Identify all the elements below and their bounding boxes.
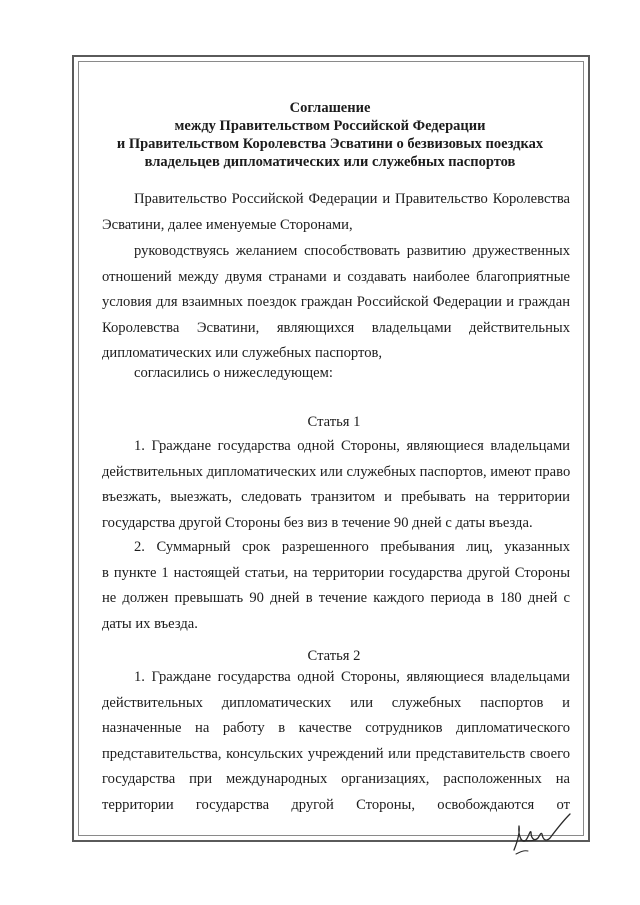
text-line: действительных дипломатических или служебных паспортов и xyxy=(102,694,570,711)
article-paragraph xyxy=(102,665,570,819)
text-line: не должен превышать 90 дней в течение каждого периода в 180 дней с xyxy=(102,590,570,607)
text-line: дипломатических или служебных паспортов, xyxy=(102,345,383,362)
article-heading: Статья 2 xyxy=(307,648,361,664)
text-line: территории государства другой Стороны, освобождаются от xyxy=(102,796,570,813)
text-line: условия для взаимных поездок граждан Российской Федерации и граждан xyxy=(102,294,570,311)
preamble-paragraph xyxy=(102,239,570,367)
title-line: владельцев дипломатических или служебных паспортов xyxy=(144,154,516,170)
text-line: назначенные на работу в качестве сотрудников дипломатического xyxy=(102,720,570,737)
document-title xyxy=(100,99,560,171)
text-line: действительных дипломатических или служебных паспортов, имеют право xyxy=(102,463,571,480)
preamble-paragraph xyxy=(102,361,570,387)
text-line: руководствуясь желанием способствовать развитию дружественных xyxy=(134,243,570,259)
text-line: государства другой Стороны без виз в течение 90 дней с даты въезда. xyxy=(102,514,533,531)
text-line: отношений между двумя странами и создавать наиболее благоприятные xyxy=(102,268,570,285)
article-paragraph xyxy=(102,434,570,536)
title-line: и Правительством Королевства Эсватини о безвизовых поездках xyxy=(116,136,544,152)
article-heading: Статья 1 xyxy=(307,414,361,430)
title-line: между Правительством Российской Федерации xyxy=(174,118,486,134)
text-line: въезжать, выезжать, следовать транзитом и пребывать на территории xyxy=(102,489,570,506)
article-paragraph xyxy=(102,535,570,637)
text-line: государства при международных организациях, расположенных на xyxy=(102,771,570,788)
text-line: согласились о нижеследующем: xyxy=(134,365,333,381)
text-line: 1. Граждане государства одной Стороны, являющиеся владельцами xyxy=(134,669,570,685)
title-line: Соглашение xyxy=(289,100,371,116)
text-line: представительства, консульских учреждений или представительств своего xyxy=(102,745,570,762)
signature-initials xyxy=(500,810,578,860)
preamble-paragraph xyxy=(102,187,570,238)
text-line: 2. Суммарный срок разрешенного пребывания лиц, указанных xyxy=(134,539,570,555)
text-line: даты их въезда. xyxy=(102,615,198,632)
text-line: 1. Граждане государства одной Стороны, являющиеся владельцами xyxy=(134,438,570,454)
text-line: в пункте 1 настоящей статьи, на территории государства другой Стороны xyxy=(102,564,570,581)
text-line: Правительство Российской Федерации и Правительство Королевства xyxy=(134,191,570,207)
text-line: Эсватини, далее именуемые Сторонами, xyxy=(102,216,353,233)
text-line: Королевства Эсватини, являющихся владельцами действительных xyxy=(102,319,570,336)
